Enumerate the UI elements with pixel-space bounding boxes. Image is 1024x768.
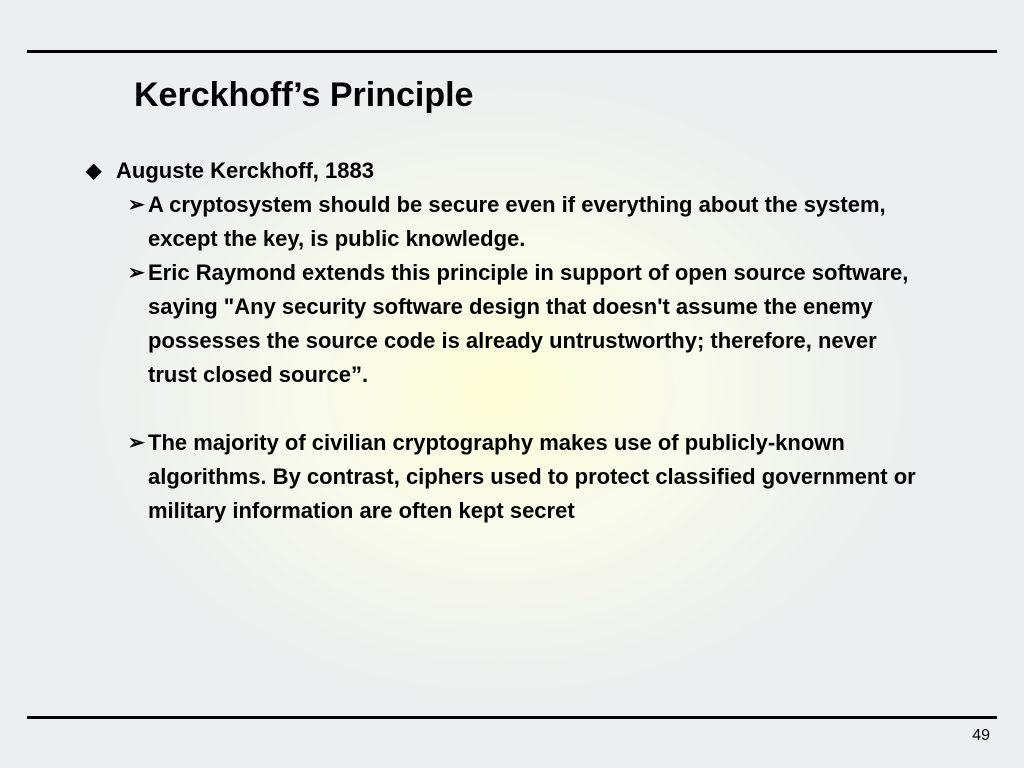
sub-bullet-text: A cryptosystem should be secure even if everything about the system, except the key, is public knowledge. <box>148 192 886 251</box>
sub-bullet-item <box>128 426 928 528</box>
bullet-item <box>86 154 926 188</box>
slide-content <box>86 154 926 528</box>
top-divider <box>27 50 997 53</box>
bottom-divider <box>27 716 997 719</box>
sub-bullet-text: The majority of civilian cryptography makes use of publicly-known algorithms. By contrast, ciphers used to protect classified government or military information are often kept secret <box>148 430 916 523</box>
bullet-text: Auguste Kerckhoff, 1883 <box>116 158 374 183</box>
sub-bullet-text: Eric Raymond extends this principle in support of open source software, saying "Any security software design that doesn't assume the enemy possesses the source code is already untrustworthy; therefore, never trust closed source”. <box>148 260 909 387</box>
sub-bullet-item <box>128 188 928 256</box>
paragraph-spacer <box>86 392 926 426</box>
sub-bullet-item <box>128 256 928 392</box>
arrowhead-bullet-icon: ➢ <box>128 432 145 454</box>
page-number: 49 <box>972 727 990 744</box>
arrowhead-bullet-icon: ➢ <box>128 262 145 284</box>
diamond-bullet-icon: ◆ <box>86 160 102 182</box>
arrowhead-bullet-icon: ➢ <box>128 194 145 216</box>
slide-title: Kerckhoff’s Principle <box>134 76 474 114</box>
